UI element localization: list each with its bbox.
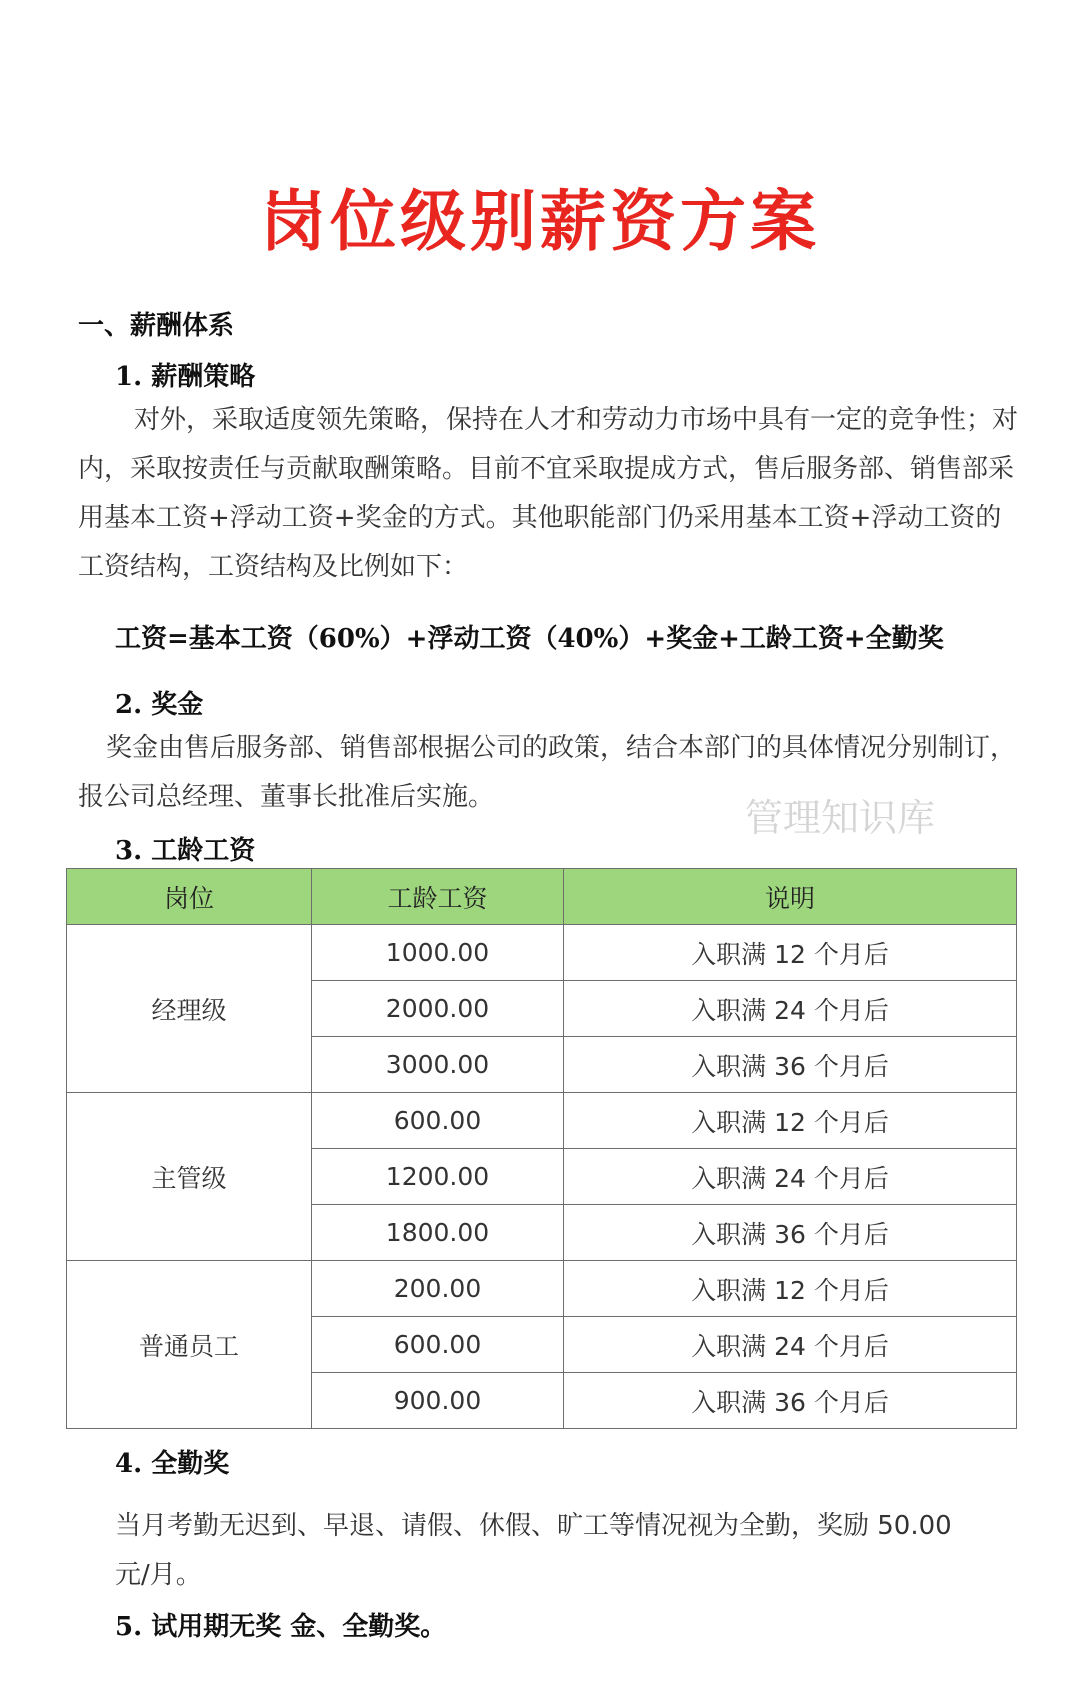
wage-cell: 900.00 — [312, 1373, 564, 1429]
document-title: 岗位级别薪资方案 — [260, 183, 820, 260]
subsection-heading-attendance-bonus: 4. 全勤奖 — [115, 1449, 230, 1479]
note-cell: 入职满 12 个月后 — [564, 1093, 1017, 1149]
wage-cell: 600.00 — [312, 1317, 564, 1373]
position-cell: 主管级 — [67, 1093, 312, 1261]
note-cell: 入职满 24 个月后 — [564, 981, 1017, 1037]
header-seniority-wage: 工龄工资 — [312, 869, 564, 925]
strategy-paragraph: 对外，采取适度领先策略，保持在人才和劳动力市场中具有一定的竞争性；对内，采取按责任与贡献取酬策略。目前不宜采取提成方式，售后服务部、销售部采用基本工资+浮动工资+奖金的方式。其他职能部门仍采用基本工资+浮动工资的工资结构，工资结构及比例如下： — [78, 405, 1019, 582]
note-cell: 入职满 12 个月后 — [564, 1261, 1017, 1317]
wage-cell: 3000.00 — [312, 1037, 564, 1093]
wage-cell: 2000.00 — [312, 981, 564, 1037]
note-cell: 入职满 12 个月后 — [564, 925, 1017, 981]
wage-cell: 1000.00 — [312, 925, 564, 981]
wage-cell: 1200.00 — [312, 1149, 564, 1205]
seniority-wage-table — [66, 868, 1017, 1429]
section-heading-salary-system: 一、薪酬体系 — [78, 311, 235, 341]
salary-formula: 工资=基本工资（60%）+浮动工资（40%）+奖金+工龄工资+全勤奖 — [115, 624, 944, 654]
note-cell: 入职满 36 个月后 — [564, 1037, 1017, 1093]
table-row — [67, 925, 1017, 981]
wage-cell: 200.00 — [312, 1261, 564, 1317]
position-cell: 经理级 — [67, 925, 312, 1093]
subsection-heading-strategy: 1. 薪酬策略 — [115, 362, 256, 392]
position-cell: 普通员工 — [67, 1261, 312, 1429]
wage-cell: 1800.00 — [312, 1205, 564, 1261]
bonus-paragraph: 奖金由售后服务部、销售部根据公司的政策，结合本部门的具体情况分别制订，报公司总经理、董事长批准后实施。 — [78, 733, 1017, 812]
header-position: 岗位 — [67, 869, 312, 925]
note-cell: 入职满 24 个月后 — [564, 1149, 1017, 1205]
note-cell: 入职满 24 个月后 — [564, 1317, 1017, 1373]
note-cell: 入职满 36 个月后 — [564, 1373, 1017, 1429]
header-description: 说明 — [564, 869, 1017, 925]
table-header-row — [67, 869, 1017, 925]
wage-cell: 600.00 — [312, 1093, 564, 1149]
attendance-line-2: 元/月。 — [115, 1560, 202, 1590]
subsection-heading-bonus: 2. 奖金 — [115, 690, 204, 720]
table-row — [67, 1093, 1017, 1149]
watermark: 管理知识库 — [745, 796, 936, 840]
subsection-heading-seniority-wage: 3. 工龄工资 — [115, 836, 256, 866]
note-cell: 入职满 36 个月后 — [564, 1205, 1017, 1261]
table-row — [67, 1261, 1017, 1317]
attendance-line-1: 当月考勤无迟到、早退、请假、休假、旷工等情况视为全勤，奖励 50.00 — [115, 1511, 952, 1541]
subsection-heading-probation: 5. 试用期无奖 金、全勤奖。 — [115, 1612, 447, 1642]
